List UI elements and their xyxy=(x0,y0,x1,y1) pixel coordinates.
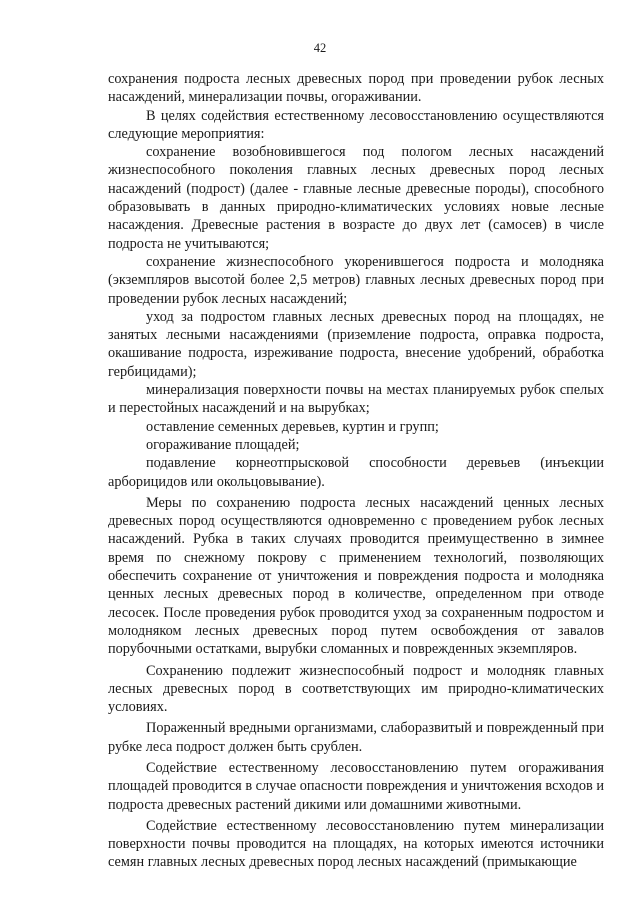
paragraph: сохранение возобновившегося под пологом лесных насаждений жизнеспособного поколения главных лесных древесных пород лесных насаждений (подрост) (далее - главные лесные древесные породы), способного образовывать в данных природно-климатических условиях новые лесные насаждения. Древесные растения в возрасте до двух лет (самосев) в числе подроста не учитываются; xyxy=(108,144,604,252)
paragraph: Содействие естественному лесовосстановлению путем минерализации поверхности почвы проводится на площадях, на которых имеются источники семян главных лесных древесных пород лесных насаждений (примыкающие xyxy=(108,817,604,871)
paragraph: подавление корнеотпрысковой способности деревьев (инъекции арборицидов или окольцовывание). xyxy=(108,455,604,490)
page-number: 42 xyxy=(313,41,327,55)
paragraph: Содействие естественному лесовосстановлению путем огораживания площадей проводится в случае опасности повреждения и уничтожения всходов и подроста древесных растений дикими или домашними животными. xyxy=(108,759,604,813)
paragraph: В целях содействия естественному лесовосстановлению осуществляются следующие мероприятия: xyxy=(108,107,604,142)
paragraph: оставление семенных деревьев, куртин и групп; xyxy=(146,418,439,435)
paragraph: уход за подростом главных лесных древесных пород на площадях, не занятых лесными насаждениями (приземление подроста, оправка подроста, окашивание подроста, изреживание подроста, внесение удобрений, обработка гербицидами); xyxy=(108,308,604,380)
document-body xyxy=(108,70,604,872)
paragraph: Пораженный вредными организмами, слаборазвитый и поврежденный при рубке леса подрост должен быть срублен. xyxy=(108,720,604,755)
paragraph: сохранение жизнеспособного укоренившегося подроста и молодняка (экземпляров высотой более 2,5 метров) главных лесных древесных пород при проведении рубок лесных насаждений; xyxy=(108,253,604,307)
paragraph: минерализация поверхности почвы на местах планируемых рубок спелых и перестойных насаждений и на вырубках; xyxy=(108,382,604,417)
paragraph: Меры по сохранению подроста лесных насаждений ценных лесных древесных пород осуществляются одновременно с проведением рубок лесных насаждений. Рубка в таких случаях проводится преимущественно в зимнее время по снежному покрову с применением технологий, позволяющих обеспечить сохранение от уничтожения и повреждения подроста и молодняка ценных лесных древесных пород в количестве, определенном при отводе лесосек. После проведения рубок проводится уход за сохраненным подростом и молодняком лесных древесных пород путем освобождения от завалов порубочными остатками, вырубки сломанных и поврежденных экземпляров. xyxy=(108,494,604,658)
paragraph: сохранения подроста лесных древесных пород при проведении рубок лесных насаждений, минерализации почвы, огораживании. xyxy=(108,71,604,106)
paragraph: Сохранению подлежит жизнеспособный подрост и молодняк главных лесных древесных пород в соответствующих им природно-климатических условиях. xyxy=(108,662,604,716)
paragraph: огораживание площадей; xyxy=(146,436,300,453)
